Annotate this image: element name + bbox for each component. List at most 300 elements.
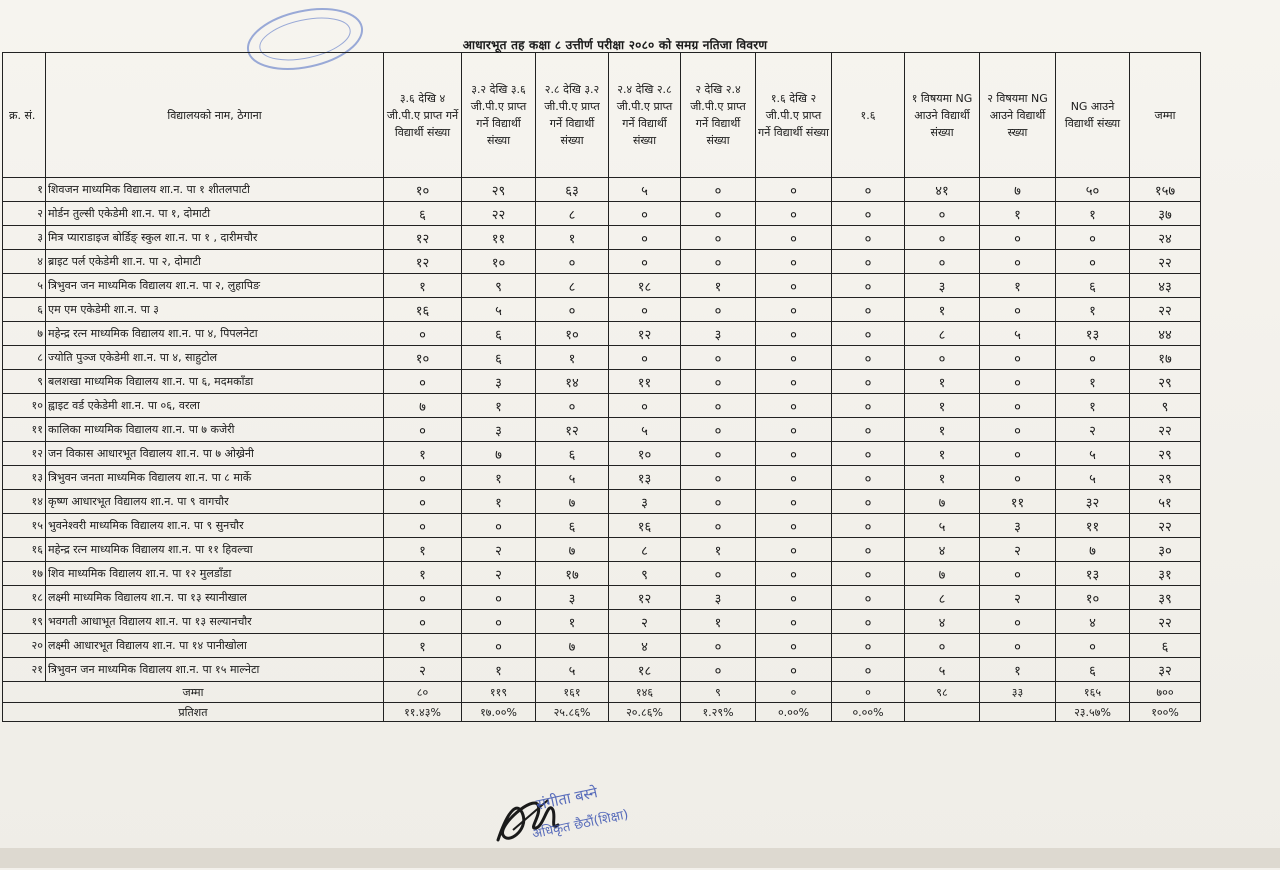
count-cell: ० [462, 514, 536, 538]
serial-number: १० [3, 394, 46, 418]
count-cell: ० [905, 226, 980, 250]
count-cell: ० [980, 226, 1056, 250]
total-cell: ८० [384, 682, 462, 703]
count-cell: ० [681, 298, 756, 322]
school-name: ब्राइट पर्ल एकेडेमी शा.न. पा २, दोमाटी [46, 250, 384, 274]
count-cell: १ [384, 442, 462, 466]
count-cell: ३ [905, 274, 980, 298]
percent-label: प्रतिशत [3, 703, 384, 722]
school-name: लक्ष्मी माध्यमिक विद्यालय शा.न. पा १३ स्यानीखाल [46, 586, 384, 610]
school-name: बलशखा माध्यमिक विद्यालय शा.न. पा ६, मदमकाँडा [46, 370, 384, 394]
total-cell: १६१ [536, 682, 609, 703]
count-cell: २९ [1130, 466, 1201, 490]
count-cell: ० [384, 322, 462, 346]
count-cell: ५० [1056, 178, 1130, 202]
count-cell: ८ [536, 274, 609, 298]
count-cell: ० [832, 610, 905, 634]
count-cell: ० [756, 418, 832, 442]
serial-number: ४ [3, 250, 46, 274]
count-cell: ० [609, 346, 681, 370]
table-row [3, 658, 1201, 682]
percent-cell: १.२९% [681, 703, 756, 722]
serial-number: २० [3, 634, 46, 658]
school-name: लक्ष्मी आधारभूत विद्यालय शा.न. पा १४ पानीखोला [46, 634, 384, 658]
serial-number: १९ [3, 610, 46, 634]
count-cell: ७ [536, 538, 609, 562]
count-cell: १० [536, 322, 609, 346]
serial-number: २१ [3, 658, 46, 682]
percent-cell: २३.५७% [1056, 703, 1130, 722]
count-cell: ० [1056, 346, 1130, 370]
count-cell: १२ [536, 418, 609, 442]
count-cell: १ [905, 394, 980, 418]
count-cell: १ [384, 562, 462, 586]
count-cell: ८ [905, 322, 980, 346]
count-cell: ० [384, 514, 462, 538]
count-cell: ० [756, 274, 832, 298]
document-title: आधारभूत तह कक्षा ८ उत्तीर्ण परीक्षा २०८० को समग्र नतिजा विवरण [462, 38, 768, 52]
count-cell: ० [832, 202, 905, 226]
serial-number: ११ [3, 418, 46, 442]
count-cell: ० [536, 394, 609, 418]
total-cell: १६५ [1056, 682, 1130, 703]
table-row [3, 634, 1201, 658]
percent-cell: १७.००% [462, 703, 536, 722]
table-row [3, 202, 1201, 226]
count-cell: ५१ [1130, 490, 1201, 514]
school-name: भवगती आधाभूत विद्यालय शा.न. पा १३ सल्यानचौर [46, 610, 384, 634]
count-cell: ० [681, 634, 756, 658]
count-cell: १ [462, 658, 536, 682]
count-cell: ० [832, 466, 905, 490]
school-name: कृष्ण आधारभूत विद्यालय शा.न. पा ९ वागचौर [46, 490, 384, 514]
count-cell: ० [980, 394, 1056, 418]
count-cell: ८ [609, 538, 681, 562]
count-cell: २ [609, 610, 681, 634]
count-cell: ७ [1056, 538, 1130, 562]
count-cell: १ [905, 298, 980, 322]
count-cell: ५ [536, 658, 609, 682]
serial-number: ६ [3, 298, 46, 322]
count-cell: ० [1056, 250, 1130, 274]
count-cell: ६ [536, 442, 609, 466]
column-header: क्र. सं. [3, 53, 46, 178]
count-cell: १६ [609, 514, 681, 538]
count-cell: १ [681, 538, 756, 562]
percent-cell: १००% [1130, 703, 1201, 722]
count-cell: ५ [462, 298, 536, 322]
count-cell: २९ [462, 178, 536, 202]
count-cell: ० [905, 634, 980, 658]
count-cell: ३१ [1130, 562, 1201, 586]
count-cell: २९ [1130, 442, 1201, 466]
count-cell: १६ [384, 298, 462, 322]
count-cell: ० [756, 466, 832, 490]
school-name: भुवनेश्वरी माध्यमिक विद्यालय शा.न. पा ९ सुनचौर [46, 514, 384, 538]
table-row [3, 322, 1201, 346]
count-cell: ० [681, 250, 756, 274]
count-cell: १ [462, 394, 536, 418]
count-cell: ४४ [1130, 322, 1201, 346]
table-row [3, 298, 1201, 322]
count-cell: ० [832, 442, 905, 466]
count-cell: ० [681, 514, 756, 538]
percent-cell: ११.४३% [384, 703, 462, 722]
count-cell: ६ [384, 202, 462, 226]
count-cell: ० [756, 658, 832, 682]
total-cell: ७०० [1130, 682, 1201, 703]
table-row [3, 178, 1201, 202]
count-cell: २ [980, 538, 1056, 562]
officer-stamp-title: अधिकृत छैठौं(शिक्षा) [530, 807, 630, 843]
count-cell: ५ [536, 466, 609, 490]
count-cell: ० [905, 250, 980, 274]
count-cell: ० [980, 418, 1056, 442]
total-cell: ० [756, 682, 832, 703]
count-cell: २ [980, 586, 1056, 610]
column-header: १.६ देखि २ जी.पी.ए प्राप्त गर्ने विद्यार्थी संख्या [756, 53, 832, 178]
percent-cell: २५.८६% [536, 703, 609, 722]
count-cell: ० [681, 178, 756, 202]
count-cell: ० [609, 394, 681, 418]
count-cell: १८ [609, 658, 681, 682]
serial-number: १८ [3, 586, 46, 610]
count-cell: १० [1056, 586, 1130, 610]
count-cell: १ [681, 274, 756, 298]
column-header: NG आउने विद्यार्थी संख्या [1056, 53, 1130, 178]
count-cell: ० [756, 250, 832, 274]
column-header: ३.२ देखि ३.६ जी.पी.ए प्राप्त गर्ने विद्यार्थी संख्या [462, 53, 536, 178]
count-cell: ० [681, 346, 756, 370]
table-row [3, 346, 1201, 370]
count-cell: ६ [462, 346, 536, 370]
count-cell: १ [905, 418, 980, 442]
count-cell: ३ [462, 418, 536, 442]
table-row [3, 250, 1201, 274]
column-header: जम्मा [1130, 53, 1201, 178]
count-cell: ० [756, 226, 832, 250]
percent-cell [905, 703, 980, 722]
count-cell: ० [832, 418, 905, 442]
count-cell: ० [832, 586, 905, 610]
count-cell: ० [980, 442, 1056, 466]
serial-number: ३ [3, 226, 46, 250]
count-cell: ४ [905, 538, 980, 562]
total-cell: ११९ [462, 682, 536, 703]
table-row [3, 226, 1201, 250]
count-cell: २२ [1130, 250, 1201, 274]
total-cell: ३३ [980, 682, 1056, 703]
count-cell: ३ [980, 514, 1056, 538]
count-cell: २२ [1130, 418, 1201, 442]
count-cell: ३७ [1130, 202, 1201, 226]
count-cell: १ [536, 346, 609, 370]
count-cell: ० [832, 658, 905, 682]
count-cell: ११ [1056, 514, 1130, 538]
table-row [3, 370, 1201, 394]
table-row [3, 610, 1201, 634]
count-cell: ७ [905, 562, 980, 586]
count-cell: ० [681, 394, 756, 418]
count-cell: १२ [384, 250, 462, 274]
count-cell: १ [681, 610, 756, 634]
count-cell: १७ [1130, 346, 1201, 370]
count-cell: ११ [462, 226, 536, 250]
count-cell: १७ [536, 562, 609, 586]
count-cell: १० [384, 178, 462, 202]
count-cell: ० [756, 202, 832, 226]
count-cell: ० [681, 658, 756, 682]
count-cell: ० [832, 226, 905, 250]
count-cell: २ [462, 562, 536, 586]
count-cell: ११ [980, 490, 1056, 514]
serial-number: १२ [3, 442, 46, 466]
school-name: महेन्द्र रत्न माध्यमिक विद्यालय शा.न. पा ११ हिवल्चा [46, 538, 384, 562]
school-name: महेन्द्र रत्न माध्यमिक विद्यालय शा.न. पा ४, पिपलनेटा [46, 322, 384, 346]
count-cell: ७ [980, 178, 1056, 202]
count-cell: २ [1056, 418, 1130, 442]
count-cell: ० [980, 634, 1056, 658]
count-cell: ० [905, 202, 980, 226]
school-name: मोर्डन तुल्सी एकेडेमी शा.न. पा १, दोमाटी [46, 202, 384, 226]
table-row [3, 514, 1201, 538]
count-cell: १ [462, 490, 536, 514]
count-cell: १ [384, 274, 462, 298]
count-cell: ० [832, 178, 905, 202]
count-cell: ० [609, 202, 681, 226]
count-cell: ० [832, 298, 905, 322]
count-cell: ० [980, 562, 1056, 586]
count-cell: १२ [384, 226, 462, 250]
column-header: १.६ [832, 53, 905, 178]
percent-cell: ०.००% [756, 703, 832, 722]
school-name: शिव माध्यमिक विद्यालय शा.न. पा १२ मुलडाँडा [46, 562, 384, 586]
count-cell: ० [832, 538, 905, 562]
count-cell: १५७ [1130, 178, 1201, 202]
count-cell: २२ [1130, 298, 1201, 322]
count-cell: ३२ [1130, 658, 1201, 682]
serial-number: १५ [3, 514, 46, 538]
count-cell: ५ [980, 322, 1056, 346]
header-row [3, 53, 1201, 178]
count-cell: ० [681, 466, 756, 490]
count-cell: २ [462, 538, 536, 562]
count-cell: ० [756, 586, 832, 610]
count-cell: ० [384, 490, 462, 514]
count-cell: ० [832, 250, 905, 274]
count-cell: १३ [1056, 562, 1130, 586]
count-cell: ३९ [1130, 586, 1201, 610]
count-cell: २९ [1130, 370, 1201, 394]
count-cell: १ [384, 634, 462, 658]
count-cell: ० [1056, 634, 1130, 658]
count-cell: ० [832, 562, 905, 586]
count-cell: १३ [609, 466, 681, 490]
count-cell: ० [756, 322, 832, 346]
percent-cell: २०.८६% [609, 703, 681, 722]
count-cell: ४ [905, 610, 980, 634]
count-cell: ७ [462, 442, 536, 466]
count-cell: ३ [609, 490, 681, 514]
total-cell: ९ [681, 682, 756, 703]
school-name: जन विकास आधारभूत विद्यालय शा.न. पा ७ ओख्रेनी [46, 442, 384, 466]
count-cell: ५ [905, 658, 980, 682]
count-cell: ० [609, 298, 681, 322]
serial-number: ५ [3, 274, 46, 298]
column-header: २ देखि २.४ जी.पी.ए प्राप्त गर्ने विद्यार्थी संख्या [681, 53, 756, 178]
count-cell: १२ [609, 586, 681, 610]
count-cell: ६ [536, 514, 609, 538]
count-cell: ३ [462, 370, 536, 394]
count-cell: ९ [1130, 394, 1201, 418]
count-cell: ० [756, 514, 832, 538]
school-name: त्रिभुवन जन माध्यमिक विद्यालय शा.न. पा २, लुहापिङ [46, 274, 384, 298]
count-cell: ० [681, 490, 756, 514]
school-name: त्रिभुवन जन माध्यमिक विद्यालय शा.न. पा १५ माल्नेटा [46, 658, 384, 682]
count-cell: १ [1056, 394, 1130, 418]
count-cell: २२ [462, 202, 536, 226]
count-cell: ४ [1056, 610, 1130, 634]
school-name: शिवजन माध्यमिक विद्यालय शा.न. पा १ शीतलपाटी [46, 178, 384, 202]
count-cell: ० [756, 610, 832, 634]
count-cell: ६ [462, 322, 536, 346]
count-cell: ० [832, 370, 905, 394]
count-cell: ० [609, 250, 681, 274]
count-cell: ५ [1056, 466, 1130, 490]
count-cell: ० [905, 346, 980, 370]
count-cell: ० [681, 418, 756, 442]
table-row [3, 562, 1201, 586]
percent-cell: ०.००% [832, 703, 905, 722]
count-cell: १ [1056, 370, 1130, 394]
table-row [3, 586, 1201, 610]
table-row [3, 466, 1201, 490]
count-cell: ३० [1130, 538, 1201, 562]
count-cell: ० [681, 442, 756, 466]
count-cell: ६ [1056, 274, 1130, 298]
count-cell: ० [681, 202, 756, 226]
count-cell: ० [756, 634, 832, 658]
count-cell: ० [756, 442, 832, 466]
count-cell: २२ [1130, 610, 1201, 634]
count-cell: ० [756, 538, 832, 562]
percent-cell [980, 703, 1056, 722]
table-row [3, 442, 1201, 466]
count-cell: ० [756, 298, 832, 322]
count-cell: ० [980, 466, 1056, 490]
count-cell: ० [832, 274, 905, 298]
count-cell: ७ [905, 490, 980, 514]
serial-number: १ [3, 178, 46, 202]
serial-number: १३ [3, 466, 46, 490]
count-cell: २४ [1130, 226, 1201, 250]
total-row [3, 682, 1201, 703]
count-cell: ० [536, 250, 609, 274]
count-cell: १३ [1056, 322, 1130, 346]
column-header: विद्यालयको नाम, ठेगाना [46, 53, 384, 178]
table-row [3, 490, 1201, 514]
count-cell: १ [905, 466, 980, 490]
table-row [3, 394, 1201, 418]
results-table [2, 52, 1201, 722]
count-cell: १ [905, 370, 980, 394]
total-cell: ९८ [905, 682, 980, 703]
count-cell: १ [536, 226, 609, 250]
count-cell: १ [536, 610, 609, 634]
count-cell: ० [536, 298, 609, 322]
count-cell: १ [462, 466, 536, 490]
count-cell: ० [832, 490, 905, 514]
percent-row [3, 703, 1201, 722]
count-cell: ० [756, 490, 832, 514]
count-cell: २ [384, 658, 462, 682]
count-cell: ८ [536, 202, 609, 226]
total-cell: १४६ [609, 682, 681, 703]
count-cell: ० [384, 370, 462, 394]
serial-number: ७ [3, 322, 46, 346]
count-cell: १ [384, 538, 462, 562]
count-cell: ७ [536, 634, 609, 658]
count-cell: ६ [1056, 658, 1130, 682]
count-cell: ५ [905, 514, 980, 538]
count-cell: १ [905, 442, 980, 466]
serial-number: १७ [3, 562, 46, 586]
serial-number: ९ [3, 370, 46, 394]
count-cell: १ [980, 202, 1056, 226]
count-cell: ० [756, 346, 832, 370]
column-header: २ विषयमा NG आउने विद्यार्थी स्ख्या [980, 53, 1056, 178]
count-cell: ० [756, 178, 832, 202]
total-label: जम्मा [3, 682, 384, 703]
school-name: कालिका माध्यमिक विद्यालय शा.न. पा ७ कजेरी [46, 418, 384, 442]
count-cell: ३ [681, 586, 756, 610]
count-cell: ० [681, 226, 756, 250]
count-cell: ० [980, 346, 1056, 370]
count-cell: १ [1056, 202, 1130, 226]
column-header: ३.६ देखि ४ जी.पी.ए प्राप्त गर्ने विद्यार्थी संख्या [384, 53, 462, 178]
count-cell: ० [681, 562, 756, 586]
officer-stamp-name: संगीता बस्ने [534, 783, 600, 814]
count-cell: ४ [609, 634, 681, 658]
count-cell: ५ [609, 178, 681, 202]
table-row [3, 418, 1201, 442]
count-cell: ० [980, 610, 1056, 634]
count-cell: १ [1056, 298, 1130, 322]
count-cell: ५ [609, 418, 681, 442]
table-row [3, 274, 1201, 298]
count-cell: ० [384, 466, 462, 490]
count-cell: ० [832, 634, 905, 658]
count-cell: ० [980, 370, 1056, 394]
count-cell: ० [832, 346, 905, 370]
serial-number: १६ [3, 538, 46, 562]
column-header: २.४ देखि २.८ जी.पी.ए प्राप्त गर्ने विद्यार्थी संख्या [609, 53, 681, 178]
school-name: मित्र प्याराडाइज बोर्डिङ् स्कुल शा.न. पा १ , दारीमचौर [46, 226, 384, 250]
count-cell: १२ [609, 322, 681, 346]
count-cell: १४ [536, 370, 609, 394]
count-cell: ० [980, 250, 1056, 274]
count-cell: ९ [462, 274, 536, 298]
school-name: ज्योति पुञ्ज एकेडेमी शा.न. पा ४, साहुटोल [46, 346, 384, 370]
count-cell: ० [384, 418, 462, 442]
table-body [3, 178, 1201, 722]
scan-edge [0, 848, 1280, 868]
column-header: २.८ देखि ३.२ जी.पी.ए प्राप्त गर्ने विद्यार्थी संख्या [536, 53, 609, 178]
count-cell: ० [756, 394, 832, 418]
count-cell: ० [832, 514, 905, 538]
count-cell: ३२ [1056, 490, 1130, 514]
count-cell: ३ [681, 322, 756, 346]
